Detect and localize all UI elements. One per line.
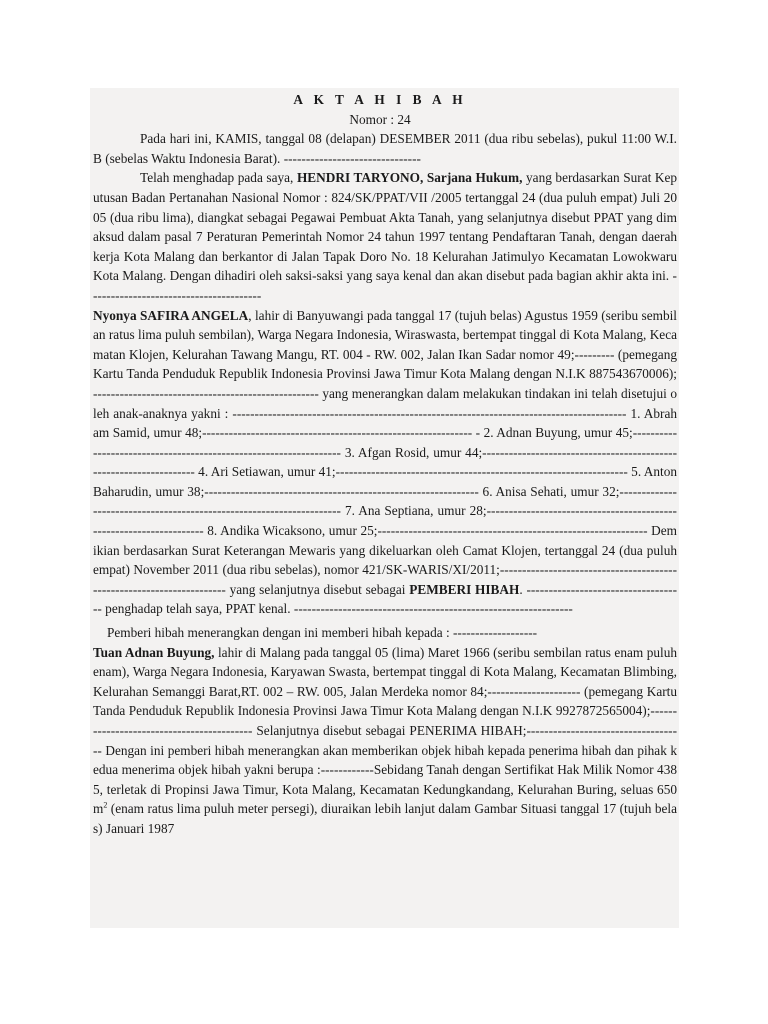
notary-details: yang berdasarkan Surat Keputusan Badan Pertanahan Nasional Nomor : 824/SK/PPAT/VII /2005 tertanggal 24 (dua puluh empat) Juli 2005 (dua ribu lima), diangkat sebagai Pegawai Pembuat Akta Tanah, yang selanjutnya disebut PPAT yang dimaksud dalam pasal 7 Peraturan Pemerintah Nomor 24 tahun 1997 tentang Pendaftaran Tanah, dengan daerah kerja Kota Malang dan berkantor di Jalan Tapak Doro No. 18 Kelurahan Jatimulyo Kecamatan Lowokwaru Kota Malang. Dengan dihadiri oleh saksi-saksi yang saya kenal dan akan disebut pada bagian akhir akta ini. ---------------------------------------: [93, 170, 678, 303]
document-number: Nomor : 24: [349, 111, 411, 127]
paragraph-grantee: [93, 643, 677, 839]
paragraph-notary: [93, 168, 677, 305]
document-title: A K T A H I B A H: [293, 92, 467, 107]
paragraph-grantor: [93, 306, 677, 620]
paragraph-opening: Pada hari ini, KAMIS, tanggal 08 (delapan) DESEMBER 2011 (dua ribu sebelas), pukul 11:00 W.I.B (sebelas Waktu Indonesia Barat). -------------------------------: [93, 131, 677, 166]
notary-intro: Telah menghadap pada saya,: [140, 170, 294, 186]
grantee-name: Tuan Adnan Buyung,: [93, 644, 215, 660]
grantee-details: lahir di Malang pada tanggal 05 (lima) Maret 1966 (seribu sembilan ratus enam puluh enam), Warga Negara Indonesia, Karyawan Swasta, bertempat tinggal di Kota Malang, Kecamatan Blimbing, Kelurahan Semanggi Barat,RT. 002 – RW. 005, Jalan Merdeka nomor 84;--------------------- (pemegang Kartu Tanda Penduduk Republik Indonesia Provinsi Jawa Timur Kota Malang dengan N.I.K 9927872565004);------------------------------------------ Selanjutnya disebut sebagai PENERIMA HIBAH;------------------------------------ Dengan ini pemberi hibah menerangkan akan memberikan objek hibah kepada penerima hibah dan pihak kedua menerima objek hibah yakni berupa :------------Sebidang Tanah dengan Sertifikat Hak Milik Nomor 4385, terletak di Propinsi Jawa Timur, Kota Malang, Kecamatan Kedungkandang, Kelurahan Buring, seluas 650 m: [93, 644, 677, 817]
paragraph-grant-statement: Pemberi hibah menerangkan dengan ini memberi hibah kepada : -------------------: [107, 625, 538, 641]
grantee-tail: (enam ratus lima puluh meter persegi), diuraikan lebih lanjut dalam Gambar Situasi tanggal 17 (tujuh belas) Januari 1987: [93, 801, 677, 836]
document-body: [90, 88, 679, 839]
grantor-name: Nyonya SAFIRA ANGELA: [93, 307, 249, 323]
grantor-tail: . ------------------------------------ penghadap telah saya, PPAT kenal. ---------------------------------------------------------------: [93, 581, 677, 617]
area-unit-superscript: 2: [103, 800, 108, 810]
grantor-role: PEMBERI HIBAH: [409, 581, 520, 597]
grantor-details: , lahir di Banyuwangi pada tanggal 17 (tujuh belas) Agustus 1959 (seribu sembilan ratus lima puluh sembilan), Warga Negara Indonesia, Wiraswasta, bertempat tinggal di Kota Malang, Kecamatan Klojen, Kelurahan Tawang Mangu, RT. 004 - RW. 002, Jalan Ikan Sadar nomor 49;--------- (pemegang Kartu Tanda Penduduk Republik Indonesia Provinsi Jawa Timur Kota Malang dengan N.I.K 887543670006); --------------------------------------------------- yang menerangkan dalam melakukan tindakan ini telah disetujui oleh anak-anaknya yakni : ----------------------------------------------------------------------------------------- 1. Abraham Samid, umur 48;------------------------------------------------------------- - 2. Adnan Buyung, umur 45;------------------------------------------------------------------ 3. Afgan Rosid, umur 44;------------------------------------------------------------------- 4. Ari Setiawan, umur 41;------------------------------------------------------------------ 5. Anton Baharudin, umur 38;-------------------------------------------------------------- 6. Anisa Sehati, umur 32;--------------------------------------------------------------------- 7. Ana Septiana, umur 28;-------------------------------------------------------------------- 8. Andika Wicaksono, umur 25;------------------------------------------------------------- Demikian berdasarkan Surat Keterangan Mewaris yang dikeluarkan oleh Camat Klojen, tertanggal 24 (dua puluh empat) November 2011 (dua ribu sebelas), nomor 421/SK-WARIS/XI/2011;---------------------------------------------------------------------- yang selanjutnya disebut sebagai: [93, 307, 678, 597]
document-page: [90, 88, 679, 928]
notary-name: HENDRI TARYONO, Sarjana Hukum,: [296, 170, 523, 186]
